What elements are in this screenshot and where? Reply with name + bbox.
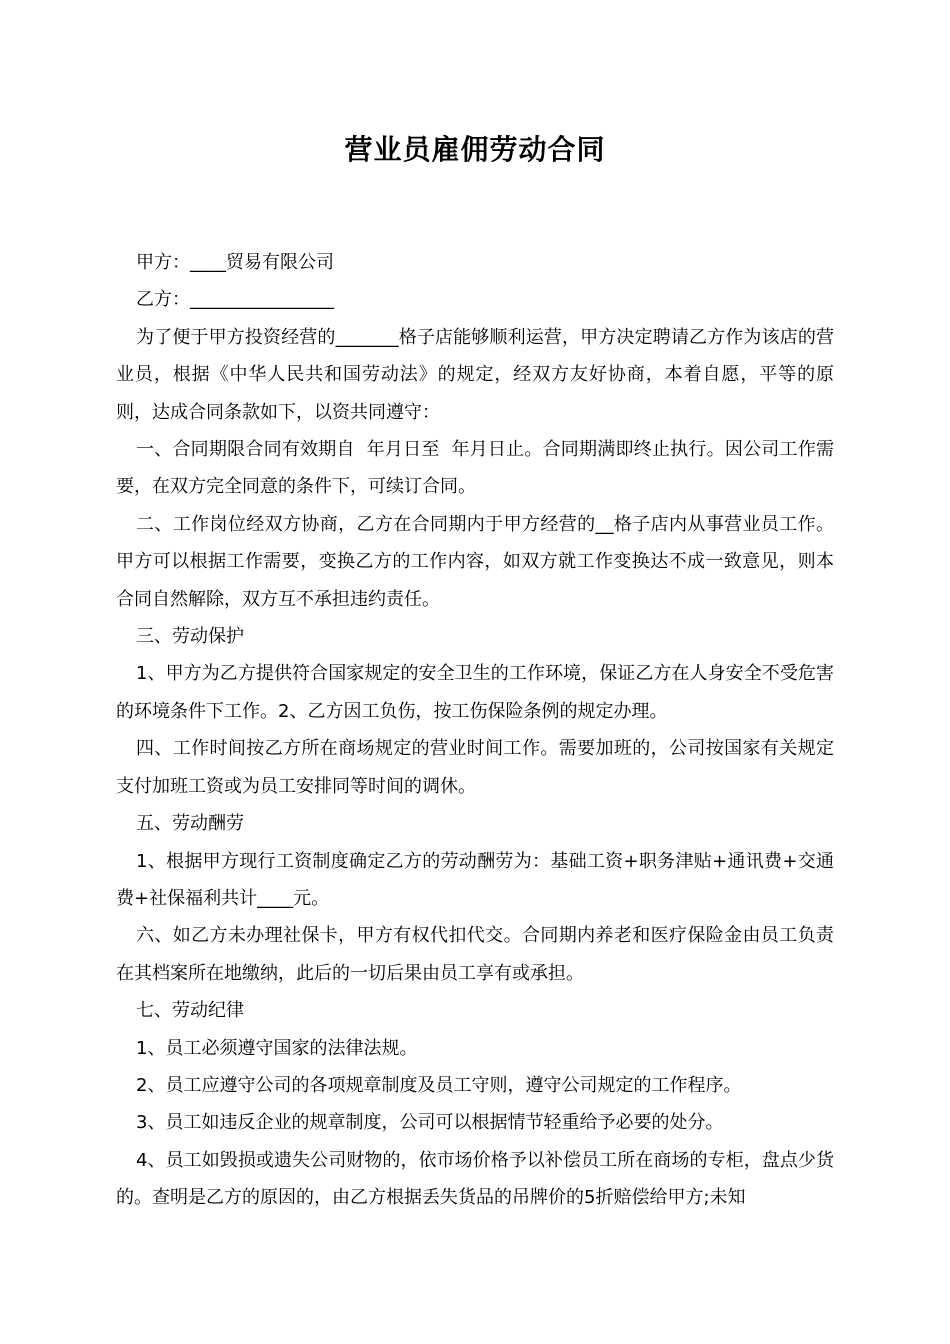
party-b-line: 乙方：________________ — [136, 289, 334, 311]
clause-4-working-hours: 四、工作时间按乙方所在商场规定的营业时间工作。需要加班的，公司按国家有关规定支付加班工资或为员工安排同等时间的调休。 — [116, 738, 834, 797]
clause-3-heading: 三、劳动保护 — [136, 626, 244, 648]
clause-7-item-4: 4、员工如毁损或遗失公司财物的，依市场价格予以补偿员工所在商场的专柜，盘点少货的。查明是乙方的原因的，由乙方根据丢失货品的吊牌价的5折赔偿给甲方;未知 — [116, 1149, 834, 1209]
clause-7-item-3: 3、员工如违反企业的规章制度，公司可以根据情节轻重给予必要的处分。 — [136, 1112, 724, 1134]
clause-7-item-1: 1、员工必须遵守国家的法律法规。 — [136, 1037, 418, 1059]
document-title: 营业员雇佣劳动合同 — [344, 133, 606, 166]
document-body — [116, 244, 834, 1217]
clause-7-heading: 七、劳动纪律 — [136, 1000, 244, 1022]
clause-7-item-2: 2、员工应遵守公司的各项规章制度及员工守则，遵守公司规定的工作程序。 — [136, 1074, 742, 1096]
preamble-paragraph: 为了便于甲方投资经营的_______格子店能够顺利运营，甲方决定聘请乙方作为该店的营业员，根据《中华人民共和国劳动法》的规定，经双方友好协商，本着自愿，平等的原则，达成合同条款如下，以资共同遵守： — [116, 326, 834, 423]
clause-6-social-security: 六、如乙方未办理社保卡，甲方有权代扣代交。合同期内养老和医疗保险金由员工负责在其档案所在地缴纳，此后的一切后果由员工享有或承担。 — [116, 925, 834, 984]
clause-5-heading: 五、劳动酬劳 — [136, 813, 244, 835]
clause-2-position: 二、工作岗位经双方协商，乙方在合同期内于甲方经营的__格子店内从事营业员工作。甲方可以根据工作需要，变换乙方的工作内容，如双方就工作变换达不成一致意见，则本合同自然解除，双方互不承担违约责任。 — [116, 513, 834, 610]
clause-5-item-1: 1、根据甲方现行工资制度确定乙方的劳动酬劳为：基础工资+职务津贴+通讯费+交通费+社保福利共计____元。 — [116, 850, 834, 909]
clause-3-item-1: 1、甲方为乙方提供符合国家规定的安全卫生的工作环境，保证乙方在人身安全不受危害的环境条件下工作。2、乙方因工负伤，按工伤保险条例的规定办理。 — [116, 663, 834, 722]
party-a-line: 甲方：____贸易有限公司 — [136, 252, 334, 273]
clause-1-term: 一、合同期限合同有效期自 年月日至 年月日止。合同期满即终止执行。因公司工作需要，在双方完全同意的条件下，可续订合同。 — [116, 439, 834, 498]
